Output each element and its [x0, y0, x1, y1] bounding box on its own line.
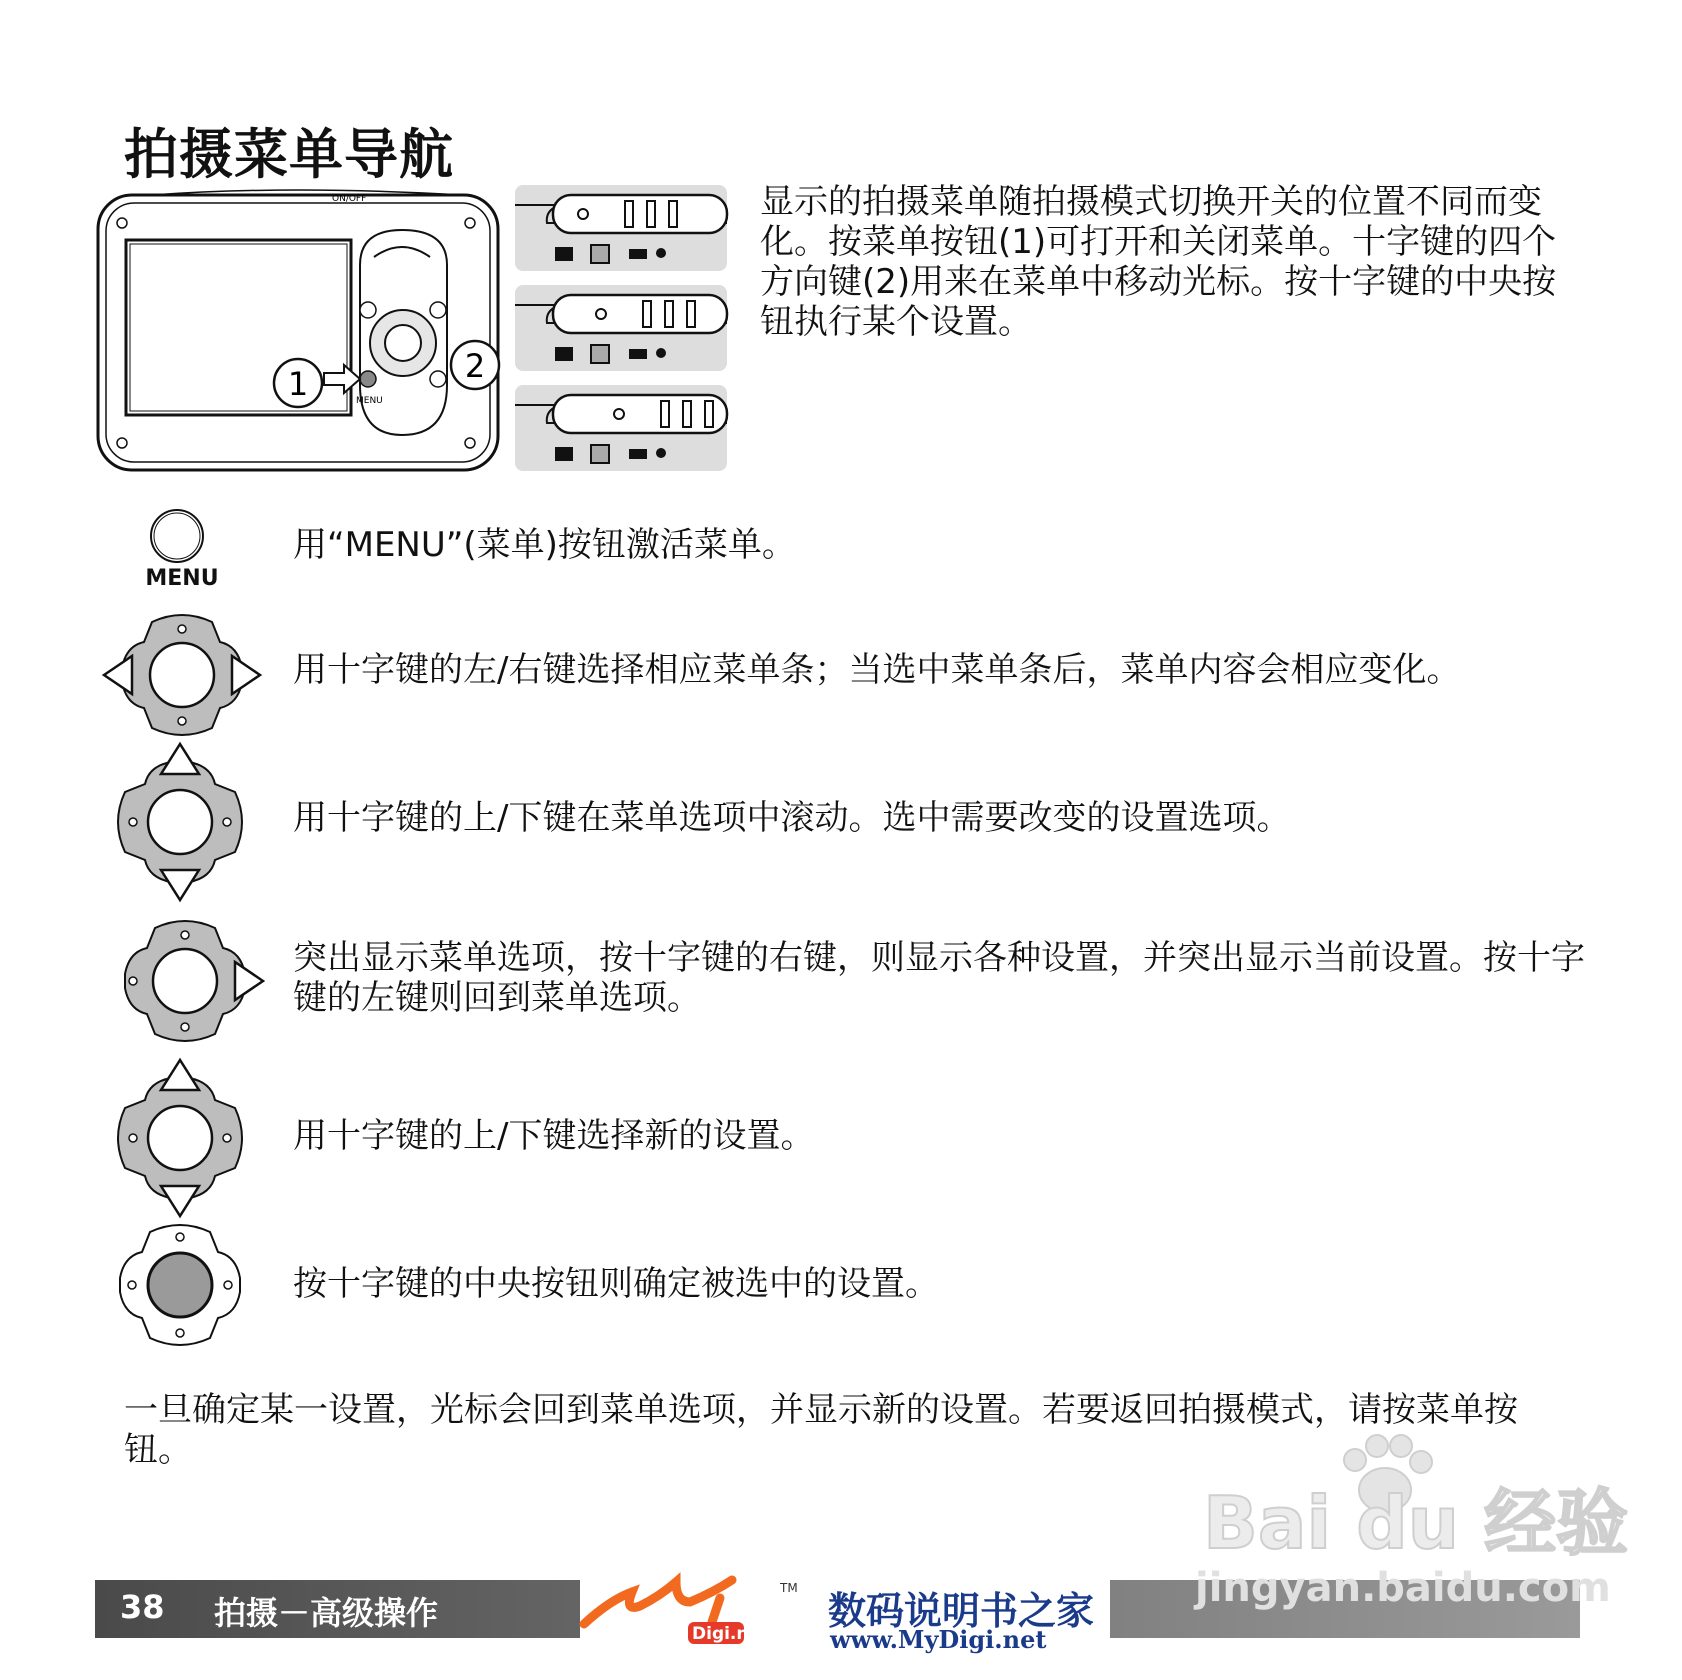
baidu-watermark-logo — [1195, 1420, 1629, 1565]
logo-sub-text: Digi.net — [692, 1624, 769, 1644]
menu-label-small: MENU — [356, 396, 383, 406]
page-number: 38 — [120, 1588, 165, 1626]
section-title: 拍摄－高级操作 — [214, 1594, 439, 1632]
watermark-url: jingyan.baidu.com — [1195, 1565, 1611, 1611]
brand-title: 数码说明书之家 — [828, 1588, 1095, 1633]
svg-text:TM: TM — [780, 1581, 798, 1595]
dpad-left-right-icon — [102, 612, 262, 738]
mode-switch-panel-3 — [515, 385, 727, 471]
dpad-up-down-icon — [115, 1058, 245, 1218]
step-6-text: 按十字键的中央按钮则确定被选中的设置。 — [293, 1264, 939, 1304]
dpad-up-down-icon — [115, 742, 245, 902]
step-4-text: 突出显示菜单选项，按十字键的右键，则显示各种设置，并突出显示当前设置。按十字键的左键则回到菜单选项。 — [293, 938, 1585, 1018]
intro-paragraph: 显示的拍摄菜单随拍摄模式切换开关的位置不同而变化。按菜单按钮(1)可打开和关闭菜单。十字键的四个方向键(2)用来在菜单中移动光标。按十字键的中央按钮执行某个设置。 — [760, 182, 1557, 342]
step-2-text: 用十字键的左/右键选择相应菜单条；当选中菜单条后，菜单内容会相应变化。 — [293, 650, 1461, 690]
watermark-brand: Bai du 经验 — [1203, 1481, 1629, 1565]
closing-paragraph: 一旦确定某一设置，光标会回到菜单选项，并显示新的设置。若要返回拍摄模式，请按菜单按钮。 — [124, 1390, 1518, 1470]
menu-button-label: MENU — [145, 566, 219, 591]
step-5-text: 用十字键的上/下键选择新的设置。 — [293, 1116, 815, 1156]
mode-switch-diagrams — [515, 185, 730, 480]
onoff-label: ON/OFF — [332, 194, 367, 204]
mode-switch-panel-1 — [515, 185, 727, 271]
mydigi-logo — [580, 1572, 820, 1648]
camera-back-diagram — [92, 185, 507, 480]
page-title: 拍摄菜单导航 — [124, 123, 454, 186]
menu-button-icon — [147, 508, 207, 568]
step-3-text: 用十字键的上/下键在菜单选项中滚动。选中需要改变的设置选项。 — [293, 798, 1291, 838]
step-1-text: 用“MENU”(菜单)按钮激活菜单。 — [293, 525, 796, 565]
mode-switch-panel-2 — [515, 285, 727, 371]
brand-url: www.MyDigi.net — [830, 1625, 1047, 1654]
dpad-right-icon — [115, 918, 265, 1044]
callout-1: 1 — [287, 365, 309, 403]
dpad-center-icon — [117, 1222, 243, 1348]
callout-2: 2 — [464, 347, 486, 385]
